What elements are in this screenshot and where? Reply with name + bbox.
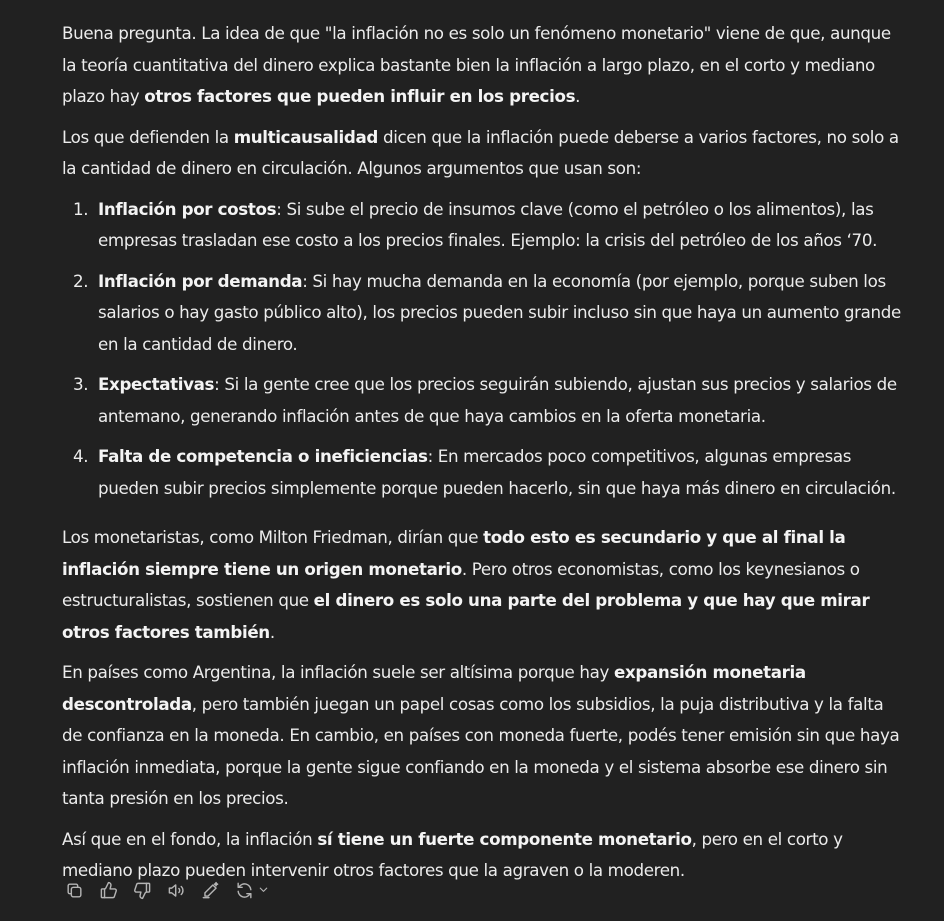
list-item-title: Inflación por demanda (98, 270, 303, 291)
copy-button[interactable] (62, 878, 86, 902)
edit-in-canvas-button[interactable] (198, 878, 222, 902)
good-response-button[interactable] (96, 878, 120, 902)
regenerate-icon-wrap (232, 878, 256, 902)
bold-text: multicausalidad (233, 126, 378, 147)
thumbs-down-icon (133, 881, 152, 900)
paragraph-conclusion: Así que en el fondo, la inflación sí tiene un fuerte componente monetario, pero en el corto y mediano plazo pueden intervenir otros factores que la agraven o la moderen. (62, 828, 843, 880)
list-item: 4. Falta de competencia o ineficiencias: En mercados poco competitivos, algunas empresas pueden subir precios simplemente porque pueden hacerlo, sin que haya más dinero en circulación. (73, 446, 896, 498)
list-item-title: Falta de competencia o ineficiencias (98, 446, 428, 466)
factors-list (62, 194, 902, 505)
list-item: 2. Inflación por demanda: Si hay mucha demanda en la economía (por ejemplo, porque suben los salarios o hay gasto público alto), los precios pueden subir incluso sin que haya un aumento grande en la cantidad de dinero. (73, 270, 901, 354)
bold-text: sí tiene un fuerte componente monetario (317, 828, 692, 849)
bold-text: otros factores que pueden influir en los precios (144, 86, 576, 106)
copy-icon (65, 881, 84, 900)
paragraph-argentina: En países como Argentina, la inflación suele ser altísima porque hay expansión monetaria descontrolada, pero también juegan un papel cosas como los subsidios, la puja distributiva y la falta de confianza en la moneda. En cambio, en países con moneda fuerte, podés tener emisión sin que haya inflación inmediata, porque la gente sigue confiando en la moneda y el sistema absorbe ese dinero sin tanta presión en los precios. (62, 662, 900, 808)
bad-response-button[interactable] (130, 878, 154, 902)
thumbs-up-icon (99, 881, 118, 900)
list-item-title: Expectativas (98, 374, 215, 394)
list-item: 1. Inflación por costos: Si sube el precio de insumos clave (como el petróleo o los alimentos), las empresas trasladan ese costo a los precios finales. Ejemplo: la crisis del petróleo de los años ‘70. (73, 198, 878, 250)
chevron-down-icon (258, 874, 269, 906)
list-item: 3. Expectativas: Si la gente cree que los precios seguirán subiendo, ajustan sus precios y salarios de antemano, generando inflación antes de que haya cambios en la oferta monetaria. (73, 374, 897, 426)
edit-in-canvas-icon (201, 881, 220, 900)
paragraph-monetaristas: Los monetaristas, como Milton Friedman, dirían que todo esto es secundario y que al final la inflación siempre tiene un origen monetario. Pero otros economistas, como los keynesianos o estructuralistas, sostienen que el dinero es solo una parte del problema y que hay que mirar otros factores también. (62, 527, 870, 642)
bold-text: el dinero es solo una parte del problema y que hay que mirar otros factores también (62, 590, 870, 642)
read-aloud-icon (167, 881, 186, 900)
list-item-title: Inflación por costos (98, 198, 277, 219)
assistant-message (62, 18, 902, 896)
read-aloud-button[interactable] (164, 878, 188, 902)
paragraph-intro: Buena pregunta. La idea de que "la inflación no es solo un fenómeno monetario" viene de que, aunque la teoría cuantitativa del dinero explica bastante bien la inflación a largo plazo, en el corto y mediano plazo hay otros factores que pueden influir en los precios. (62, 23, 891, 106)
paragraph-multicausalidad: Los que defienden la multicausalidad dicen que la inflación puede deberse a varios factores, no solo a la cantidad de dinero en circulación. Algunos argumentos que usan son: (62, 126, 899, 178)
bold-text: expansión monetaria descontrolada (62, 662, 806, 714)
regenerate-icon (235, 881, 254, 900)
regenerate-button[interactable] (232, 874, 269, 906)
message-actions (62, 876, 269, 904)
bold-text: todo esto es secundario y que al final la inflación siempre tiene un origen monetario (62, 527, 846, 579)
